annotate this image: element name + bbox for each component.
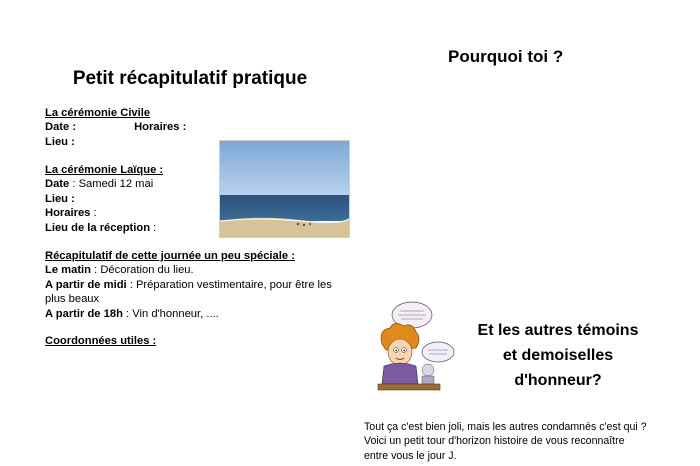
reception-value: : bbox=[150, 221, 157, 234]
civil-ceremony-section bbox=[45, 106, 186, 149]
laique-ceremony-section bbox=[45, 163, 163, 235]
intro-line-3: entre vous le jour J. bbox=[364, 449, 457, 462]
midi-value: : Préparation vestimentaire, pour être les bbox=[126, 278, 332, 291]
laique-horaires-label: Horaires bbox=[45, 207, 91, 220]
contacts-section bbox=[45, 334, 156, 348]
matin-value: : Décoration du lieu. bbox=[91, 264, 194, 277]
recap-heading: Récapitulatif de cette journée un peu spéciale : bbox=[45, 250, 295, 262]
laique-lieu-label: Lieu : bbox=[45, 192, 75, 205]
heading-line-1: Et les autres témoins bbox=[477, 322, 639, 339]
midi-value-line2: plus beaux bbox=[45, 293, 100, 306]
heading-line-3: d'honneur? bbox=[514, 372, 602, 389]
laique-ceremony-heading: La cérémonie Laïque : bbox=[45, 164, 164, 176]
civil-lieu-label: Lieu : bbox=[45, 135, 75, 148]
laique-date-value: : Samedi 12 mai bbox=[69, 178, 154, 191]
heading-line-2: et demoiselles bbox=[502, 347, 614, 364]
contacts-heading: Coordonnées utiles : bbox=[45, 335, 157, 347]
civil-ceremony-heading: La cérémonie Civile bbox=[45, 107, 151, 119]
matin-label: Le matin bbox=[45, 264, 92, 277]
cartoon-illustration bbox=[376, 300, 458, 392]
other-witnesses-heading bbox=[463, 318, 653, 393]
laique-horaires-value: : bbox=[90, 207, 97, 220]
midi-label: A partir de midi bbox=[45, 278, 127, 291]
page-title: Petit récapitulatif pratique bbox=[72, 68, 308, 89]
laique-date-label: Date bbox=[45, 178, 70, 191]
right-page-title: Pourquoi toi ? bbox=[448, 47, 564, 66]
intro-line-2: Voici un petit tour d'horizon histoire de vous reconnaître bbox=[364, 435, 625, 448]
soir-value: : Vin d'honneur, .... bbox=[122, 307, 219, 320]
beach-photo-illustration bbox=[220, 141, 349, 237]
civil-date-label: Date : bbox=[45, 121, 77, 134]
intro-paragraph bbox=[364, 420, 647, 463]
soir-label: A partir de 18h bbox=[45, 307, 123, 320]
civil-horaires-label: Horaires : bbox=[134, 121, 187, 134]
recap-section bbox=[45, 249, 332, 321]
intro-line-1: Tout ça c'est bien joli, mais les autres condamnés c'est qui ? bbox=[364, 421, 647, 433]
reception-label: Lieu de la réception bbox=[45, 221, 151, 234]
beach-photo bbox=[219, 140, 350, 238]
